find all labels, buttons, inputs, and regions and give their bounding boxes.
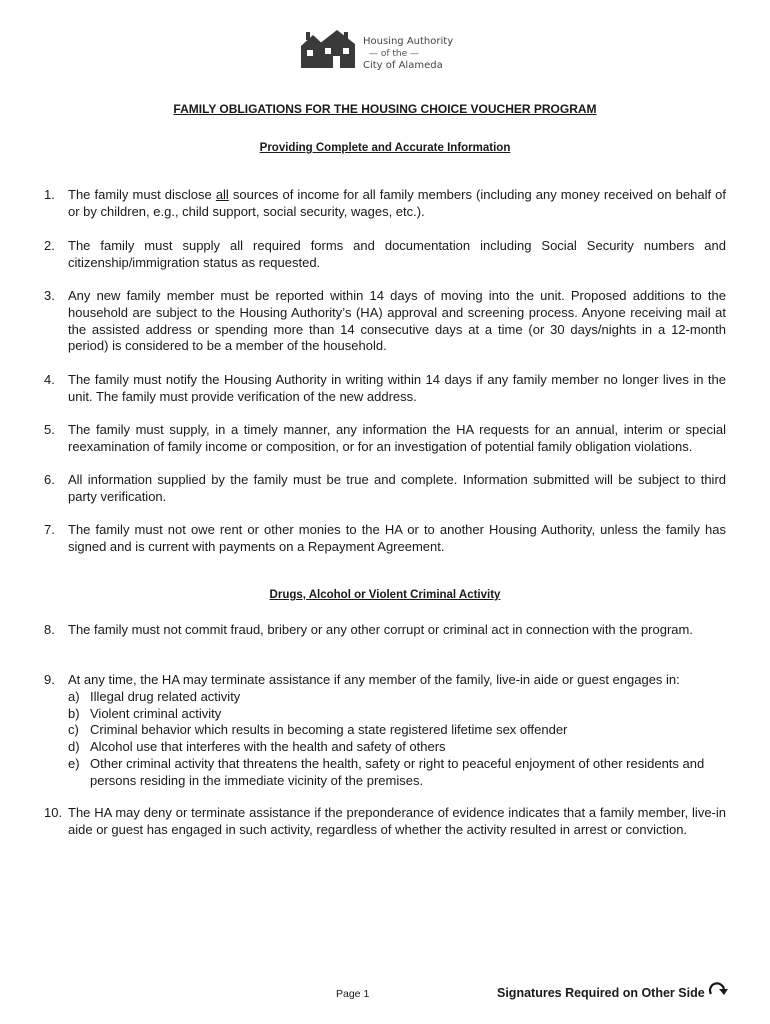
item-number: 9. <box>44 672 55 687</box>
page-title: FAMILY OBLIGATIONS FOR THE HOUSING CHOICE VOUCHER PROGRAM <box>173 102 597 116</box>
list-item <box>44 622 726 639</box>
list-item <box>44 522 726 556</box>
item-number: 6. <box>44 472 55 487</box>
sub-item: b) Violent criminal activity <box>68 705 222 721</box>
list-item <box>44 805 726 839</box>
sub-item: a) Illegal drug related activity <box>68 688 241 704</box>
item-text: All information supplied by the family must be true and complete. Information submitted will be subject to third party verification. <box>68 472 726 504</box>
underlined-word: all <box>215 187 229 202</box>
list-item <box>44 187 726 221</box>
signatures-note: Signatures Required on Other Side <box>497 986 705 1000</box>
item-number: 1. <box>44 187 55 202</box>
page-number: Page 1 <box>336 988 370 1000</box>
section-heading-information: Providing Complete and Accurate Information <box>259 142 511 154</box>
item-number: 4. <box>44 372 55 387</box>
item-number: 7. <box>44 522 55 537</box>
section-heading-drugs: Drugs, Alcohol or Violent Criminal Activity <box>269 589 501 601</box>
item-text: Any new family member must be reported within 14 days of moving into the unit. Proposed additions to the household are subject to the Housing Authority’s (HA) approval and screening process. Anyone receiving mail at the assisted address or spending more than 14 consecutive days at a time (or 30 days/nights in a 12-month period) is considered to be a member of the household. <box>68 288 726 354</box>
item-text: The family must not commit fraud, bribery or any other corrupt or criminal act in connection with the program. <box>68 622 693 637</box>
housing-authority-logo <box>299 28 469 72</box>
item-text: The family must disclose all sources of income for all family members (including any money received on behalf of or by children, e.g., child support, social security, wages, etc.). <box>68 187 726 219</box>
item-number: 8. <box>44 622 55 637</box>
logo-line-1: Housing Authority <box>363 36 454 47</box>
logo-line-3: City of Alameda <box>363 60 443 71</box>
sub-item: c) Criminal behavior which results in becoming a state registered lifetime sex offender <box>68 722 568 738</box>
list-item <box>44 672 726 790</box>
item-text: The family must not owe rent or other monies to the HA or to another Housing Authority, unless the family has signed and is current with payments on a Repayment Agreement. <box>68 522 726 554</box>
houses-logo-icon <box>299 30 361 68</box>
turn-page-arrow-icon <box>708 980 730 1000</box>
list-item <box>44 472 726 506</box>
item-number: 3. <box>44 288 55 303</box>
item-number: 2. <box>44 238 55 253</box>
item-number: 10. <box>44 805 63 820</box>
list-item <box>44 372 726 406</box>
item-text: The family must supply, in a timely manner, any information the HA requests for an annual, interim or special reexamination of family income or composition, or for an investigation of potential family obligation violations. <box>68 422 726 454</box>
item-text: The family must supply all required forms and documentation including Social Security numbers and citizenship/immigration status as requested. <box>68 238 726 270</box>
logo-line-2: — of the — <box>369 49 420 59</box>
list-item <box>44 288 726 355</box>
list-item <box>44 422 726 456</box>
item-number: 5. <box>44 422 55 437</box>
item-text: The HA may deny or terminate assistance if the preponderance of evidence indicates that a family member, live-in aide or guest has engaged in such activity, regardless of whether the activity resulted in arrest or conviction. <box>68 805 726 837</box>
item-text: At any time, the HA may terminate assistance if any member of the family, live-in aide or guest engages in: <box>68 672 680 687</box>
item-text: The family must notify the Housing Authority in writing within 14 days if any family member no longer lives in the unit. The family must provide verification of the new address. <box>68 372 726 404</box>
sub-item: e) Other criminal activity that threatens the health, safety or right to peaceful enjoyment of other residents and persons residing in the immediate vicinity of the premises. <box>68 755 705 788</box>
list-item <box>44 238 726 272</box>
sub-item: d) Alcohol use that interferes with the health and safety of others <box>68 739 446 755</box>
